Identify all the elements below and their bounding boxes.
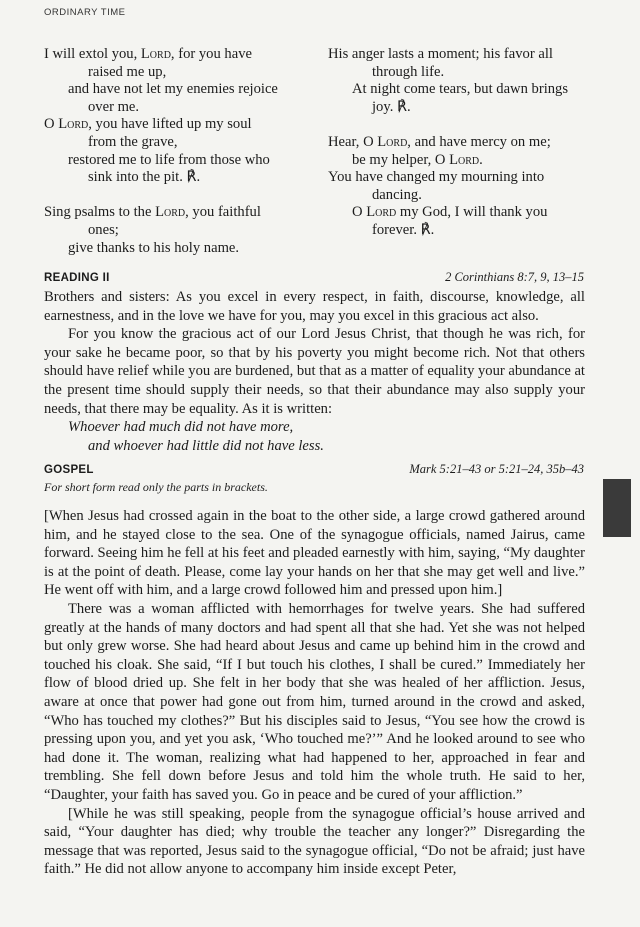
reading2-heading <box>44 270 584 285</box>
reading2-verse: and whoever had little did not have less. <box>88 437 324 454</box>
gospel-heading <box>44 462 584 477</box>
psalm-right-column <box>328 46 598 240</box>
psalm-line: At night come tears, but dawn brings <box>352 81 569 98</box>
gospel-body <box>44 507 585 879</box>
psalm-line: raised me up, <box>88 63 167 80</box>
reading2-paragraph: For you know the gracious act of our Lord Jesus Christ, that though he was rich, for your sake he became poor, so that by his poverty you might become rich. Not that others should have relief while you are burdened, but that as a matter of equality your abundance at the present time should supply their needs, so that their abundance may also supply your needs, that there may be equality. As it is written: <box>44 326 585 417</box>
psalm-line: O Lord my God, I will thank you <box>352 204 548 221</box>
reading2-body <box>44 288 585 455</box>
psalm-line: be my helper, O Lord. <box>352 151 483 168</box>
running-header: ORDINARY TIME <box>44 7 126 18</box>
psalm-line: over me. <box>88 98 140 115</box>
psalm-line: ones; <box>88 221 119 238</box>
psalm-line: restored me to life from those who <box>68 151 270 168</box>
gospel-title: GOSPEL <box>44 464 94 476</box>
psalm-line: Sing psalms to the Lord, you faithful <box>44 204 261 221</box>
psalm-line: I will extol you, Lord, for you have <box>44 46 252 62</box>
reading2-verse: Whoever had much did not have more, <box>68 419 294 436</box>
psalm-line: from the grave, <box>88 133 178 150</box>
gospel-paragraph: There was a woman afflicted with hemorrhages for twelve years. She had suffered greatly at the hands of many doctors and had spent all that she had. Yet she was not helped but only grew worse. She had heard about Jesus and came up behind him in the crowd and touched his cloak. She said, “If I but touch his clothes, I shall be cured.” Immediately her flow of blood dried up. She felt in her body that she was healed of her affliction. Jesus, aware at once that power had gone out from him, turned around in the crowd and asked, “Who has touched my clothes?” But his disciples said to Jesus, “You see how the crowd is pressing upon you, and yet you ask, ‘Who touched me?’” And he looked around to see who had done it. The woman, realizing what had happened to her, approached in fear and trembling. She fell down before Jesus and told him the whole truth. He said to her, “Daughter, your faith has saved you. Go in peace and be cured of your affliction.” <box>44 600 585 803</box>
psalm-line: joy. ℟. <box>372 98 411 115</box>
reading2-citation: 2 Corinthians 8:7, 9, 13–15 <box>445 270 584 284</box>
psalm-line: dancing. <box>372 186 422 203</box>
psalm-line: You have changed my mourning into <box>328 169 545 186</box>
gospel-paragraph: [When Jesus had crossed again in the boat to the other side, a large crowd gathered around him, and he stayed close to the sea. One of the synagogue officials, named Jairus, came forward. Seeing him he fell at his feet and pleaded earnestly with him, saying, “My daughter is at the point of death. Please, come lay your hands on her that she may get well and live.” He went off with him, and a large crowd followed him and pressed upon him.] <box>44 508 585 599</box>
psalm-line: O Lord, you have lifted up my soul <box>44 116 252 133</box>
thumb-index-tab <box>603 479 631 537</box>
psalm-line: sink into the pit. ℟. <box>88 169 201 186</box>
reading2-paragraph: Brothers and sisters: As you excel in every respect, in faith, discourse, knowledge, all earnestness, and in the love we have for you, may you excel in this gracious act also. <box>44 289 585 324</box>
psalm-line: forever. ℟. <box>372 221 435 238</box>
psalm-line: through life. <box>372 63 445 80</box>
psalm-left-column <box>44 46 316 257</box>
psalm-line: give thanks to his holy name. <box>68 239 240 256</box>
psalm-line: Hear, O Lord, and have mercy on me; <box>328 133 551 150</box>
psalm-line: and have not let my enemies rejoice <box>68 81 278 98</box>
gospel-paragraph: [While he was still speaking, people from the synagogue official’s house arrived and said, “Your daughter has died; why trouble the teacher any longer?” Disregarding the message that was reported, Jesus said to the synagogue official, “Do not be afraid; just have faith.” He did not allow anyone to accompany him inside except Peter, <box>44 805 585 878</box>
reading2-title: READING II <box>44 272 110 284</box>
gospel-citation: Mark 5:21–43 or 5:21–24, 35b–43 <box>409 462 584 476</box>
gospel-short-form-note: For short form read only the parts in brackets. <box>44 480 268 494</box>
psalm-line: His anger lasts a moment; his favor all <box>328 46 553 62</box>
